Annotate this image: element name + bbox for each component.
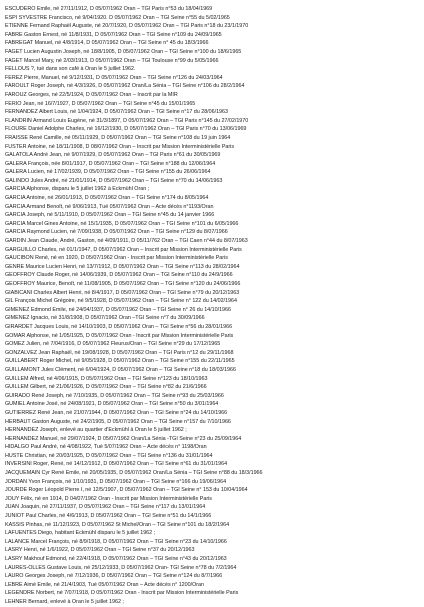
list-item: FLOURE Daniel Adolphe Charles, né 16/12/1930, D 05/07/1962 Oran – TGI Paris n°70 du 13/06/1969	[5, 126, 247, 133]
list-item: GIL François Michel Grégoire, né 9/5/1928, D 05/07/1962 Oran – TGI Seine n° 122 du 14/02/1964	[5, 298, 237, 305]
list-item: ETIENNE Fernand Raphaël Auguste, né 20/7/1920, D 05/07/1962 Oran – TGI Paris n°18 du 23/1/1970	[5, 23, 249, 30]
list-item: GARCIA Alphonse, disparu le 5 juillet 1962 à Eckmühl Oran ;	[5, 186, 150, 193]
list-item: GUTIERREZ René Jean, né 21/07/1944, D 05/07/1962 Oran – TGI Seine n°24 du 14/10/1966	[5, 409, 228, 416]
list-item: GIRARDET Jacques Louis, né 14/10/1903, D 05/07/1962 Oran – TGI Seine n°56 du 28/01/1966	[5, 323, 233, 330]
list-item: GUMIEL Antoine José, né 24/08/1921, D 05/07/1962 Oran – TGI Seine n°50 du 3/01/1964	[5, 401, 219, 408]
list-item: GONZALVEZ Jean Raphaël, né 19/08/1928, D 05/07/1962 Oran – TGI Paris n°12 du 29/11/1968	[5, 349, 234, 356]
list-item: HERBAUT Gaston Auguste, né 24/2/1905, D 05/07/1962 Oran – TGI Seine n°157 du 7/10/1966	[5, 418, 231, 425]
list-item: FABRE Gaston Ernest, né 11/8/1931, D 05/07/1962 Oran – TGI Seine n°109 du 24/09/1965	[5, 31, 222, 38]
list-item: LEBRE Aimé Emile, né 21/4/1903, Tué 05/07/1962 Oran – Acte décès n° 1200/Oran	[5, 581, 204, 588]
list-item: FLANDRIN Armand Louis Eugène, né 31/3/1897, D 05/07/1962 Oran – TGI Paris n°145 du 27/02/1970	[5, 117, 249, 124]
list-item: JUNIOT Paul Charles, né 4/6/1913, D 05/07/1962 Oran – TGI Seine n°51 du 14/1/1966	[5, 513, 212, 520]
list-item: GENRE Maurice Lucien Henri, né 13/7/1912, D 05/07/1962 Oran – TGI Seine n°113 du 28/02/1964	[5, 263, 240, 270]
list-item: GUILLAMONT Jules Clément, né 6/04/1924, D 05/07/1962 Oran – TGI Seine n°18 du 18/03/1966	[5, 366, 236, 373]
list-item: ESPI SYVESTRE Francisco, né 9/04/1920. D 05/07/1962 Oran – TGI Seine n°55 du 5/02/1965	[5, 14, 230, 21]
list-item: JACQUEMAIN Cyr René Emile, né 20/05/1935, D 05/07/1962 Oran/La Sénia – TGI Seine n°88 du 18/3/1966	[5, 470, 263, 477]
list-item: GARCIA Marcel Gines Antoine, né 15/1/1935, D 05/07/1962 Oran – TGI Seine n°101 du 6/05/1966	[5, 220, 239, 227]
list-item: FAGET Lucien Augustin Joseph, né 18/8/1905, D 05/07/1962 Oran – TGI Seine n°100 du 18/6/1965	[5, 48, 242, 55]
list-item: GARGUILLO Charles, né 01/1/1947, D 05/07/1962 Oran – Inscrit par Mission Interministérielle Paris	[5, 246, 242, 253]
list-item: FEREZ Pierre, Manuel, né 9/12/1931, D 05/07/1962 Oran – TGI Seine n°126 du 24/03/1964	[5, 74, 223, 81]
list-item: HUSTE Christian, né 20/03/1925, D 05/07/1962 Oran – TGI Seine n°136 du 31/01/1964	[5, 452, 213, 459]
list-item: FRAISSE René Camille, né 05/11/1929, D 05/07/1962 Oran – TGI Seine n°108 du 19 juin 1964	[5, 134, 231, 141]
list-item: LEGENDRE Norbert, né 7/07/1918, D 05/07/1962 Oran - Inscrit par Mission Interministérielle Paris	[5, 590, 239, 597]
list-item: HIDALGO Paul André, né 4/08/1922, Tué 5/07/1962 Oran – Acte décès n° 1198/Oran	[5, 444, 207, 451]
list-item: GIMENEZ Ignacio, né 31/8/1908, D 05/07/1962 Oran –TGI Seine n°7 du 30/09/1966	[5, 315, 205, 322]
list-item: LAURES-OLLES Gustave Louis, né 25/12/1933, D 05/07/1962 Oran- TGI Seine n°78 du 7/2/1964	[5, 564, 237, 571]
list-item: FABREGAT Manuel, né 4/8/1914, D 05/07/1962 Oran – TGI Seine n° 45 du 18/3/1966	[5, 40, 209, 47]
list-item: LALANCE Marcel François, né 8/9/1918, D 05/07/1962 Oran – TGI Seine n°23 du 14/10/1966	[5, 538, 227, 545]
list-item: LASRY Henri, né 1/6/1922, D 05/07/1962 Oran – TGI Seine n°37 du 20/12/1963	[5, 547, 195, 554]
list-item: GUILLEM Alfred, né 4/06/1915, D 05/07/1962 Oran – TGI Seine n°123 du 18/10/1963	[5, 375, 208, 382]
list-item: FELLOUS ?, tué dans son café à Oran le 5 juillet 1962.	[5, 66, 136, 73]
list-item: GEOFFROY Maurice, Benoît, né 11/08/1905, D 05/07/1962 Oran – TGI Seine n°120 du 24/06/1966	[5, 281, 241, 287]
list-item: GALATOLA André Jean, né 9/07/1929, D 05/07/1962 Oran – TGI Paris n°61 du 30/05/1969	[5, 152, 221, 159]
list-item: LAURO Georges Joseph, né 7/12/1936, D 05/07/1962 Oran – TGI Seine n°124 du 8/7/1966	[5, 573, 223, 580]
list-item: KASSIS Pinhas, né 11/12/1923, D 05/07/1962 St Michel/Oran – TGI Seine n°101 du 18/2/1964	[5, 521, 230, 528]
list-item: ESCUDERO Emile, né 27/11/1912, D 05/07/1962 Oran – TGI Paris n°53 du 18/04/1969	[5, 6, 213, 12]
list-item: JOUY Félix, né en 1914, D 04/07/1962 Oran - Inscrit par Mission Interministérielle Paris	[5, 495, 212, 502]
list-item: LAFUENTES Diego, habitant Eckmühl disparu le 5 juillet 1962 ;	[5, 530, 156, 537]
list-item: GARCIA Raymond Lucien, né 7/09/1938, D 05/07/1962 Oran – TGI Seine n°129 du 8/07/1966	[5, 229, 228, 236]
list-item: HERNANDEZ Manuel, né 29/07/1924, D 05/07/1962 Oran/La Sénia -TGI Seine n°23 du 25/09/1964	[5, 435, 242, 442]
list-item: JUAN Joaquin, né 27/11/1937, D 05/07/1962 Oran – TGI Seine n°117 du 13/01/1964	[5, 504, 206, 511]
list-item: HERNANDEZ Joseph, enlevé au quartier d'Eckmühl à Oran le 5 juillet 1962 ;	[5, 427, 187, 434]
list-item: FAGET Marcel Mary, né 2/03/1913, D 05/07/1962 Oran – TGI Toulouse n°99 du 5/05/1966	[5, 57, 219, 64]
list-item: GEOFFROY Claude Roger, né 14/06/1939, D 05/07/1962 Oran – TGI Seine n°110 du 24/9/1966	[5, 272, 233, 279]
list-item: FAROULT Roger Joseph, né 4/3/1926, D 05/07/1962 Oran/La Sénia – TGI Seine n°106 du 28/2/1964	[5, 83, 245, 90]
list-item: GARCIA Joseph, né 5/11/1910, D 05/07/1962 Oran – TGI Seine n°45 du 14 janvier 1966	[5, 212, 215, 219]
list-item: GIMENEZ Edmond Emile, né 24/04/1937, D 05/07/1962 Oran – TGI Seine n° 26 du 14/10/1966	[5, 306, 231, 313]
list-item: GUIRADO René Joseph, né 7/10/1935, D 05/07/1962 Oran – TGI Seine n°93 du 25/03/1966	[5, 392, 224, 399]
list-item: GARDIN Jean Claude, André, Gaston, né 4/09/1911, D 05/11/762 Oran – TGI Caen n°44 du 8/07/1963	[5, 238, 248, 245]
list-item: GALERA Lucien, né 17/02/1939, D 05/07/1962 Oran – TGI Seine n°155 du 26/06/1964	[5, 169, 211, 176]
list-item: GARCIA Antoine, né 26/01/1913, D 05/07/1962 Oran – TGI Seine n°174 du 8/05/1964	[5, 195, 209, 202]
list-item: LEHNER Bernard, enlevé à Oran le 5 juillet 1962 ;	[5, 598, 124, 605]
list-item: FERIO Jean, né 16/7/1927, D 05/07/1962 Oran – TGI Seine n°45 du 15/01/1965	[5, 100, 196, 107]
list-item: GALINDO Jules André, né 21/01/1914, D 05/07/1962 Oran – TGI Seine n°70 du 14/06/1963	[5, 177, 223, 184]
list-item: GARCIA Armand Benoît, né 9/06/1913, Tué 05/07/1962 Oran – Acte décès n°1193/Oran	[5, 203, 214, 210]
list-item: LASRY Makhouf Edmond, né 22/4/1918, D 05/07/1962 Oran – TGI Seine n°43 du 20/12/1963	[5, 556, 227, 562]
list-item: INVERSINI Roger, René, né 14/12/1912, D 05/07/1962 Oran – TGI Seine n°61 du 31/01/1964	[5, 461, 228, 468]
list-item: JORDAN Yvon François, né 1/10/1931, D 05/07/1962 Oran – TGI Seine n°166 du 19/06/1964	[5, 478, 227, 485]
list-item: JOURDE Roger Léopold Pierre I, né 12/5/1907, D 05/07/1962 Oran – TGI Seine n° 153 du 10/04/1964	[5, 487, 248, 494]
list-item: FAROUZ Georges, né 22/5/1924, D 05/07/1962 Oran – Inscrit par la MIR	[5, 91, 178, 98]
list-item: GOMAR Alphonse, né 1/05/1925, D 05/07/1962 Oran - Inscrit par Mission Interministérielle Paris	[5, 332, 234, 339]
list-item: GALERA François, née 8/01/1917, D 05/07/1962 Oran – TGI Seine n°188 du 12/06/1964	[5, 160, 216, 167]
list-item: FUSTER Antoine, né 18/11/1908, D 08/07/1962 Oran – Inscrit par Mission Interministérielle Paris	[5, 143, 235, 150]
list-item: GIABICANI Charles Albert Henri, né 8/4/1917, D 05/07/1962 Oran – TGI Seine n°79 du 20/12/1963	[5, 289, 240, 296]
list-item: FERNANDEZ Albert Louis, né 1/04/1924, D 05/07/1962 Oran – TGI Seine n°17 du 28/06/1963	[5, 109, 228, 116]
list-item: GAUCIBON René, né en 1920, D 05/07/1962 Oran - Inscrit par Mission Interministérielle Paris	[5, 255, 228, 262]
list-item: GOMEZ Julien, né 7/04/1916, D 05/07/1962 Fleurus/Oran – TGI Seine n°29 du 17/12/1965	[5, 341, 221, 348]
entry-list	[5, 5, 420, 607]
list-item: GUILLEM Gilbert, né 21/06/1926, D 05/07/1962 Oran – TGI Seine n°82 du 21/6/1966	[5, 384, 207, 391]
list-item: GUILLABERT Roger Michel, né 9/05/1928, D 05/07/1962 Oran – TGI Seine n°155 du 22/11/1965	[5, 358, 235, 365]
